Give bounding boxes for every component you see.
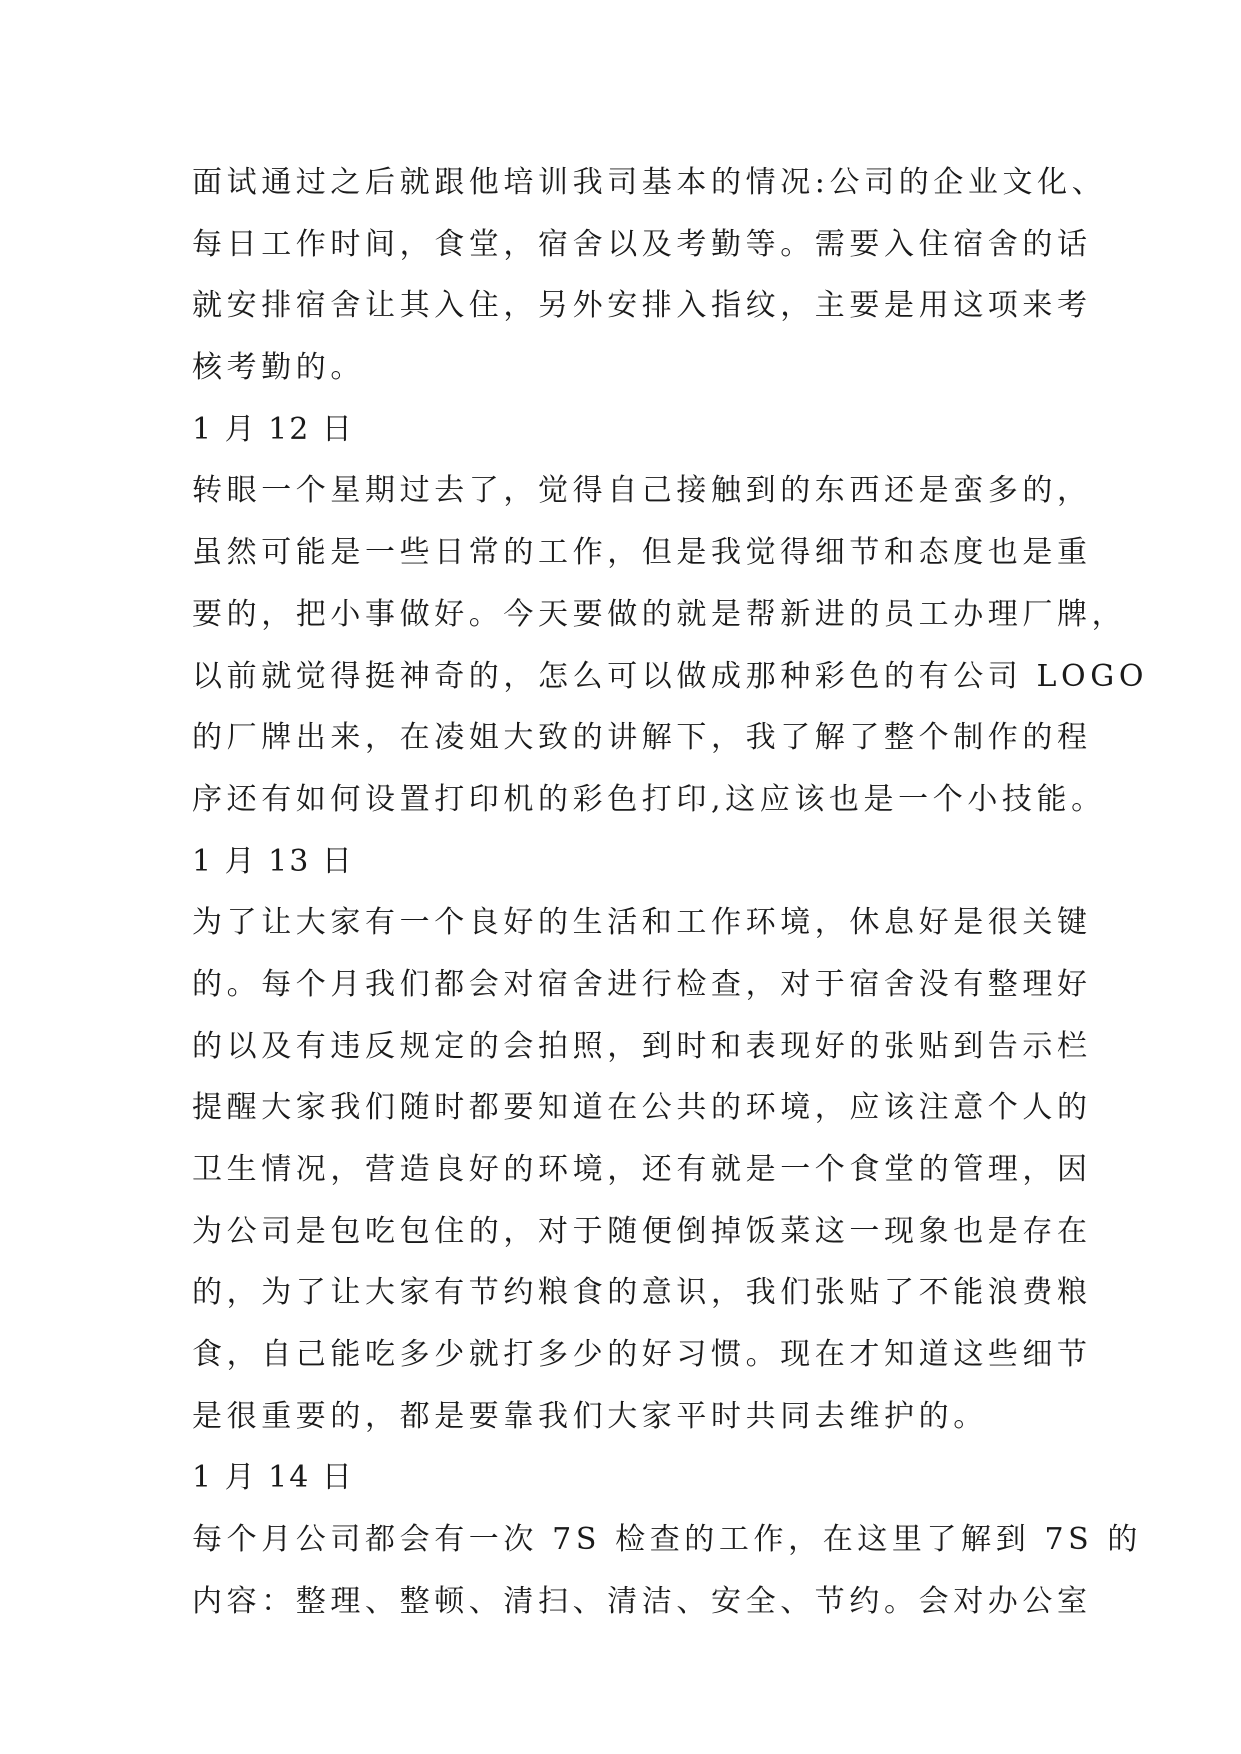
text-line: 的。每个月我们都会对宿舍进行检查，对于宿舍没有整理好 xyxy=(192,966,1092,1002)
text-line: 的，为了让大家有节约粮食的意识，我们张贴了不能浪费粮 xyxy=(192,1275,1092,1311)
text-line: 转眼一个星期过去了，觉得自己接触到的东西还是蛮多的， xyxy=(192,473,1092,509)
text-line: 提醒大家我们随时都要知道在公共的环境，应该注意个人的 xyxy=(192,1090,1092,1126)
text-line: 要的，把小事做好。今天要做的就是帮新进的员工办理厂牌， xyxy=(192,596,1127,632)
document-body xyxy=(192,152,1149,1633)
text-line: 就安排宿舍让其入住，另外安排入指纹，主要是用这项来考 xyxy=(192,288,1092,324)
text-line: 面试通过之后就跟他培训我司基本的情况:公司的企业文化、 xyxy=(192,165,1107,200)
text-line: 每个月公司都会有一次 7S 检查的工作，在这里了解到 7S 的 xyxy=(192,1522,1143,1558)
text-line: 虽然可能是一些日常的工作，但是我觉得细节和态度也是重 xyxy=(192,535,1092,571)
text-line: 每日工作时间，食堂，宿舍以及考勤等。需要入住宿舍的话 xyxy=(192,226,1092,262)
text-line: 核考勤的。 xyxy=(192,350,365,386)
text-line: 的以及有违反规定的会拍照，到时和表现好的张贴到告示栏 xyxy=(192,1028,1092,1064)
date-heading: 1 月 12 日 xyxy=(192,411,354,447)
date-heading: 1 月 14 日 xyxy=(192,1460,354,1496)
text-line: 为了让大家有一个良好的生活和工作环境，休息好是很关键 xyxy=(192,905,1092,941)
text-line: 食，自己能吃多少就打多少的好习惯。现在才知道这些细节 xyxy=(192,1337,1092,1373)
text-line: 是很重要的，都是要靠我们大家平时共同去维护的。 xyxy=(192,1398,988,1434)
text-line: 内容：整理、整顿、清扫、清洁、安全、节约。会对办公室 xyxy=(192,1583,1092,1619)
text-line: 的厂牌出来，在凌姐大致的讲解下，我了解了整个制作的程 xyxy=(192,720,1092,756)
text-line: 为公司是包吃包住的，对于随便倒掉饭菜这一现象也是存在 xyxy=(192,1213,1092,1249)
text-line: 卫生情况，营造良好的环境，还有就是一个食堂的管理，因 xyxy=(192,1152,1092,1187)
text-line: 序还有如何设置打印机的彩色打印,这应该也是一个小技能。 xyxy=(192,781,1106,817)
text-line: 以前就觉得挺神奇的，怎么可以做成那种彩色的有公司 LOGO xyxy=(192,658,1149,694)
date-heading: 1 月 13 日 xyxy=(192,843,354,879)
